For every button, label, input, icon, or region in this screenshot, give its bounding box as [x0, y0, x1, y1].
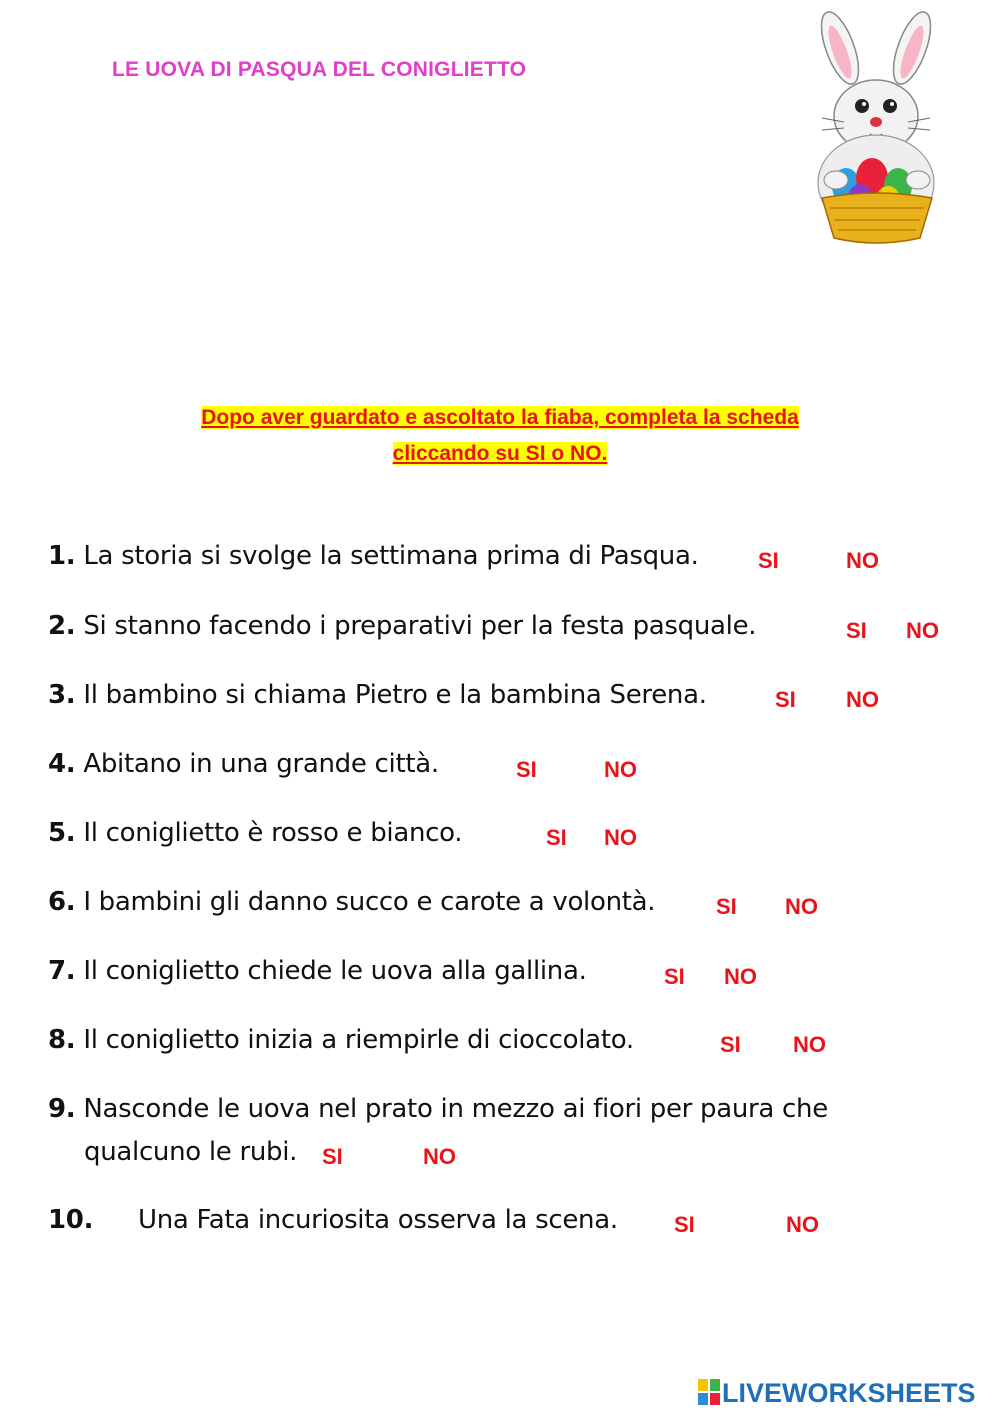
question-number: 8.	[48, 1025, 76, 1055]
question-9	[48, 1094, 828, 1124]
question-6	[48, 887, 655, 917]
question-number: 1.	[48, 541, 76, 571]
q1-no-button[interactable]: NO	[846, 548, 879, 573]
question-5	[48, 818, 462, 848]
q6-no-button[interactable]: NO	[785, 894, 818, 919]
q1-yes-button[interactable]: SI	[758, 548, 779, 573]
q10-yes-button[interactable]: SI	[674, 1212, 695, 1237]
question-3	[48, 680, 707, 710]
question-8	[48, 1025, 634, 1055]
q8-yes-button[interactable]: SI	[720, 1032, 741, 1057]
question-text: Abitano in una grande città.	[83, 749, 439, 779]
question-number: 10.	[48, 1205, 94, 1235]
question-number: 9.	[48, 1094, 76, 1124]
q2-yes-button[interactable]: SI	[846, 618, 867, 643]
question-number: 5.	[48, 818, 76, 848]
instructions-line-1: Dopo aver guardato e ascoltato la fiaba, completa la scheda	[201, 406, 799, 429]
question-10	[48, 1205, 618, 1235]
question-text: Il coniglietto è rosso e bianco.	[83, 818, 463, 848]
logo-text: LIVEWORKSHEETS	[722, 1378, 976, 1408]
question-4	[48, 749, 439, 779]
q7-yes-button[interactable]: SI	[664, 964, 685, 989]
question-7	[48, 956, 587, 986]
question-text: Il bambino si chiama Pietro e la bambina Serena.	[83, 680, 707, 710]
question-text: I bambini gli danno succo e carote a volontà.	[83, 887, 656, 917]
question-number: 7.	[48, 956, 76, 986]
q3-yes-button[interactable]: SI	[775, 687, 796, 712]
bunny-illustration	[800, 8, 960, 248]
q5-no-button[interactable]: NO	[604, 825, 637, 850]
q7-no-button[interactable]: NO	[724, 964, 757, 989]
question-number: 3.	[48, 680, 76, 710]
question-text: Il coniglietto chiede le uova alla gallina.	[83, 956, 587, 986]
question-9-continued: qualcuno le rubi.	[84, 1137, 298, 1167]
q9-no-button[interactable]: NO	[423, 1144, 456, 1169]
question-text: Nasconde le uova nel prato in mezzo ai fiori per paura che	[83, 1094, 828, 1124]
q3-no-button[interactable]: NO	[846, 687, 879, 712]
q8-no-button[interactable]: NO	[793, 1032, 826, 1057]
q10-no-button[interactable]: NO	[786, 1212, 819, 1237]
q9-yes-button[interactable]: SI	[322, 1144, 343, 1169]
q4-yes-button[interactable]: SI	[516, 757, 537, 782]
question-text: La storia si svolge la settimana prima di Pasqua.	[83, 541, 699, 571]
q5-yes-button[interactable]: SI	[546, 825, 567, 850]
question-text: Il coniglietto inizia a riempirle di cioccolato.	[83, 1025, 634, 1055]
question-2	[48, 611, 756, 641]
question-text: Si stanno facendo i preparativi per la festa pasquale.	[83, 611, 757, 641]
instructions-line-2: cliccando su SI o NO.	[392, 442, 608, 465]
liveworksheets-icon	[698, 1379, 720, 1405]
q2-no-button[interactable]: NO	[906, 618, 939, 643]
q4-no-button[interactable]: NO	[604, 757, 637, 782]
page-title: LE UOVA DI PASQUA DEL CONIGLIETTO	[112, 58, 527, 81]
question-text: Una Fata incuriosita osserva la scena.	[137, 1205, 618, 1235]
q6-yes-button[interactable]: SI	[716, 894, 737, 919]
question-number: 4.	[48, 749, 76, 779]
instructions	[60, 400, 940, 472]
question-1	[48, 541, 699, 571]
question-number: 6.	[48, 887, 76, 917]
liveworksheets-logo	[698, 1378, 976, 1408]
question-number: 2.	[48, 611, 76, 641]
